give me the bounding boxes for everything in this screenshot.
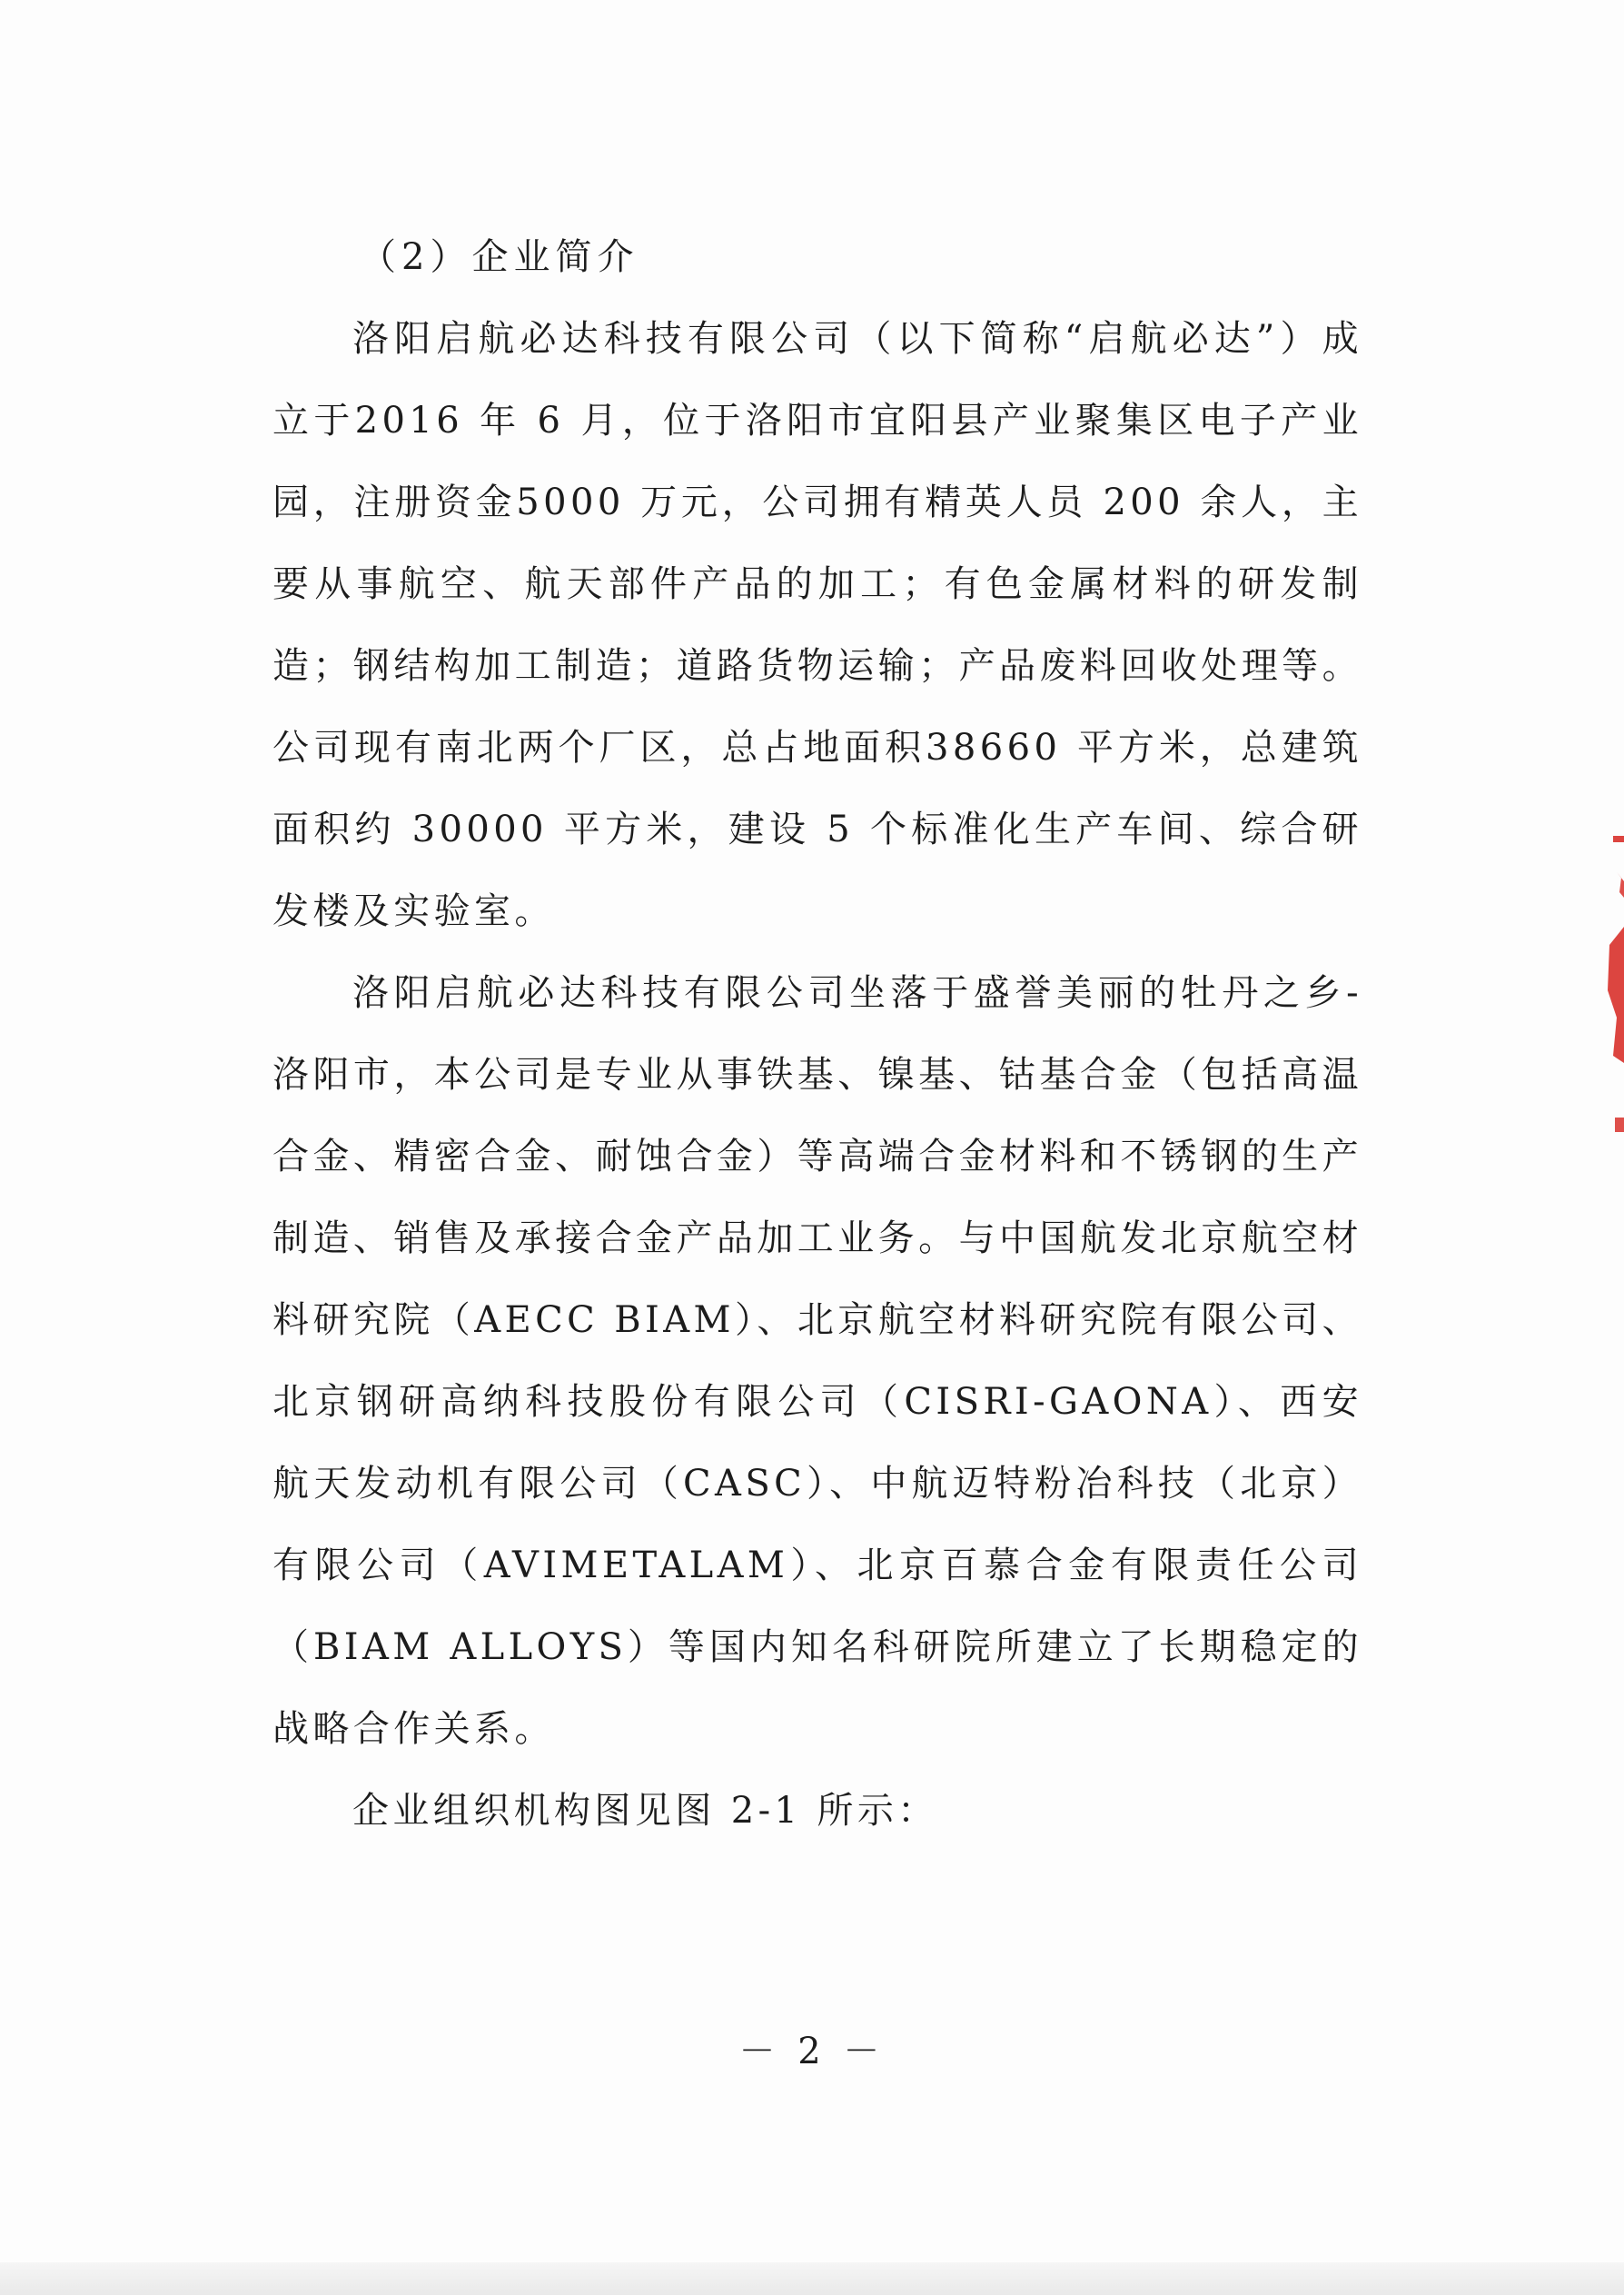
seal-mark [1615, 1118, 1624, 1132]
company-overview-paragraph: 洛阳启航必达科技有限公司（以下简称“启航必达”）成立于2016 年 6 月，位于洛阳市宜阳县产业聚集区电子产业园，注册资金5000 万元，公司拥有精英人员 200 余人，主要从事航空、航天部件产品的加工；有色金属材料的研发制造；钢结构加工制造；道路货物运输；产品废料回收处理等。公司现有南北两个厂区，总占地面积38660 平方米，总建筑面积约 30000 平方米，建设 5 个标准化生产车间、综合研发楼及实验室。 [272, 318, 1362, 932]
org-chart-reference-paragraph: 企业组织机构图见图 2-1 所示： [352, 1790, 938, 1832]
company-business-paragraph: 洛阳启航必达科技有限公司坐落于盛誉美丽的牡丹之乡-洛阳市，本公司是专业从事铁基、镍基、钴基合金（包括高温合金、精密合金、耐蚀合金）等高端合金材料和不锈钢的生产制造、销售及承接合金产品加工业务。与中国航发北京航空材料研究院（AECC BIAM）、北京航空材料研究院有限公司、北京钢研高纳科技股份有限公司（CISRI-GAONA）、西安航天发动机有限公司（CASC）、中航迈特粉冶科技（北京）有限公司（AVIMETALAM）、北京百慕合金有限责任公司（BIAM ALLOYS）等国内知名科研院所建立了长期稳定的战略合作关系。 [272, 972, 1362, 1750]
seal-mark [1617, 872, 1624, 898]
seal-mark [1608, 927, 1624, 1063]
scan-bottom-edge [0, 2262, 1624, 2295]
section-heading: （2）企业简介 [360, 236, 639, 278]
seal-mark [1613, 836, 1624, 842]
seal-stamp-fragment [1593, 818, 1624, 1163]
page-number: － 2 － [738, 2031, 886, 2072]
document-body [272, 216, 1362, 1852]
